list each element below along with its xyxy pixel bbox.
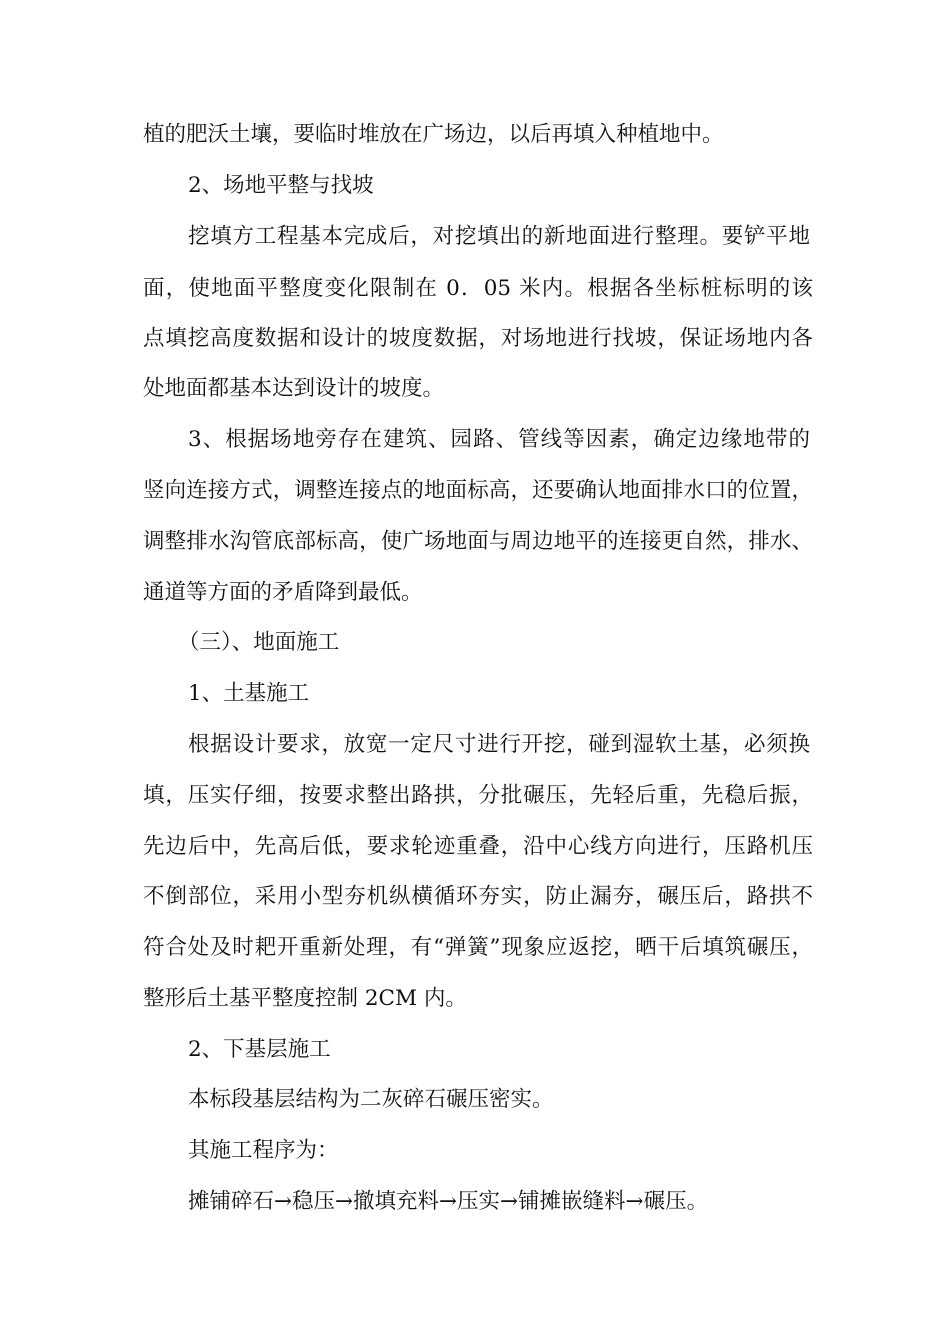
paragraph-line: 调整排水沟管底部标高，使广场地面与周边地平的连接更自然，排水、: [143, 529, 813, 554]
section-heading: 2、场地平整与找坡: [188, 173, 374, 198]
paragraph-line: 3、根据场地旁存在建筑、园路、管线等因素，确定边缘地带的: [188, 427, 810, 452]
paragraph-line: 填，压实仔细，按要求整出路拱，分批碾压，先轻后重，先稳后振，: [143, 783, 813, 808]
paragraph-line: 竖向连接方式，调整连接点的地面标高，还要确认地面排水口的位置，: [143, 478, 813, 503]
paragraph-line: 本标段基层结构为二灰碎石碾压密实。: [188, 1087, 554, 1112]
section-heading: 1、土基施工: [188, 681, 310, 706]
paragraph-line: 处地面都基本达到设计的坡度。: [143, 376, 445, 401]
paragraph-line: 先边后中，先高后低，要求轮迹重叠，沿中心线方向进行，压路机压: [143, 834, 813, 859]
paragraph-line: 摊铺碎石→稳压→撤填充料→压实→铺摊嵌缝料→碾压。: [188, 1189, 709, 1214]
paragraph-line: 根据设计要求，放宽一定尺寸进行开挖，碰到湿软土基，必须换: [188, 732, 810, 757]
paragraph-line: 不倒部位，采用小型夯机纵横循环夯实，防止漏夯，碾压后，路拱不: [143, 884, 813, 909]
paragraph-line: 点填挖高度数据和设计的坡度数据，对场地进行找坡，保证场地内各: [143, 326, 813, 351]
paragraph-line: 面，使地面平整度变化限制在 0．05 米内。根据各坐标桩标明的该: [143, 276, 813, 301]
paragraph-line: 挖填方工程基本完成后，对挖填出的新地面进行整理。要铲平地: [188, 224, 810, 249]
paragraph-line: 符合处及时耙开重新处理，有“弹簧”现象应返挖，晒干后填筑碾压，: [143, 935, 813, 960]
paragraph-line: 其施工程序为：: [188, 1138, 339, 1163]
paragraph-line: 植的肥沃土壤，要临时堆放在广场边，以后再填入种植地中。: [143, 122, 724, 147]
paragraph-line: 整形后土基平整度控制 2CM 内。: [143, 986, 467, 1011]
section-heading: 2、下基层施工: [188, 1037, 331, 1062]
section-heading: （三）、地面施工: [178, 630, 340, 655]
paragraph-line: 通道等方面的矛盾降到最低。: [143, 580, 423, 605]
